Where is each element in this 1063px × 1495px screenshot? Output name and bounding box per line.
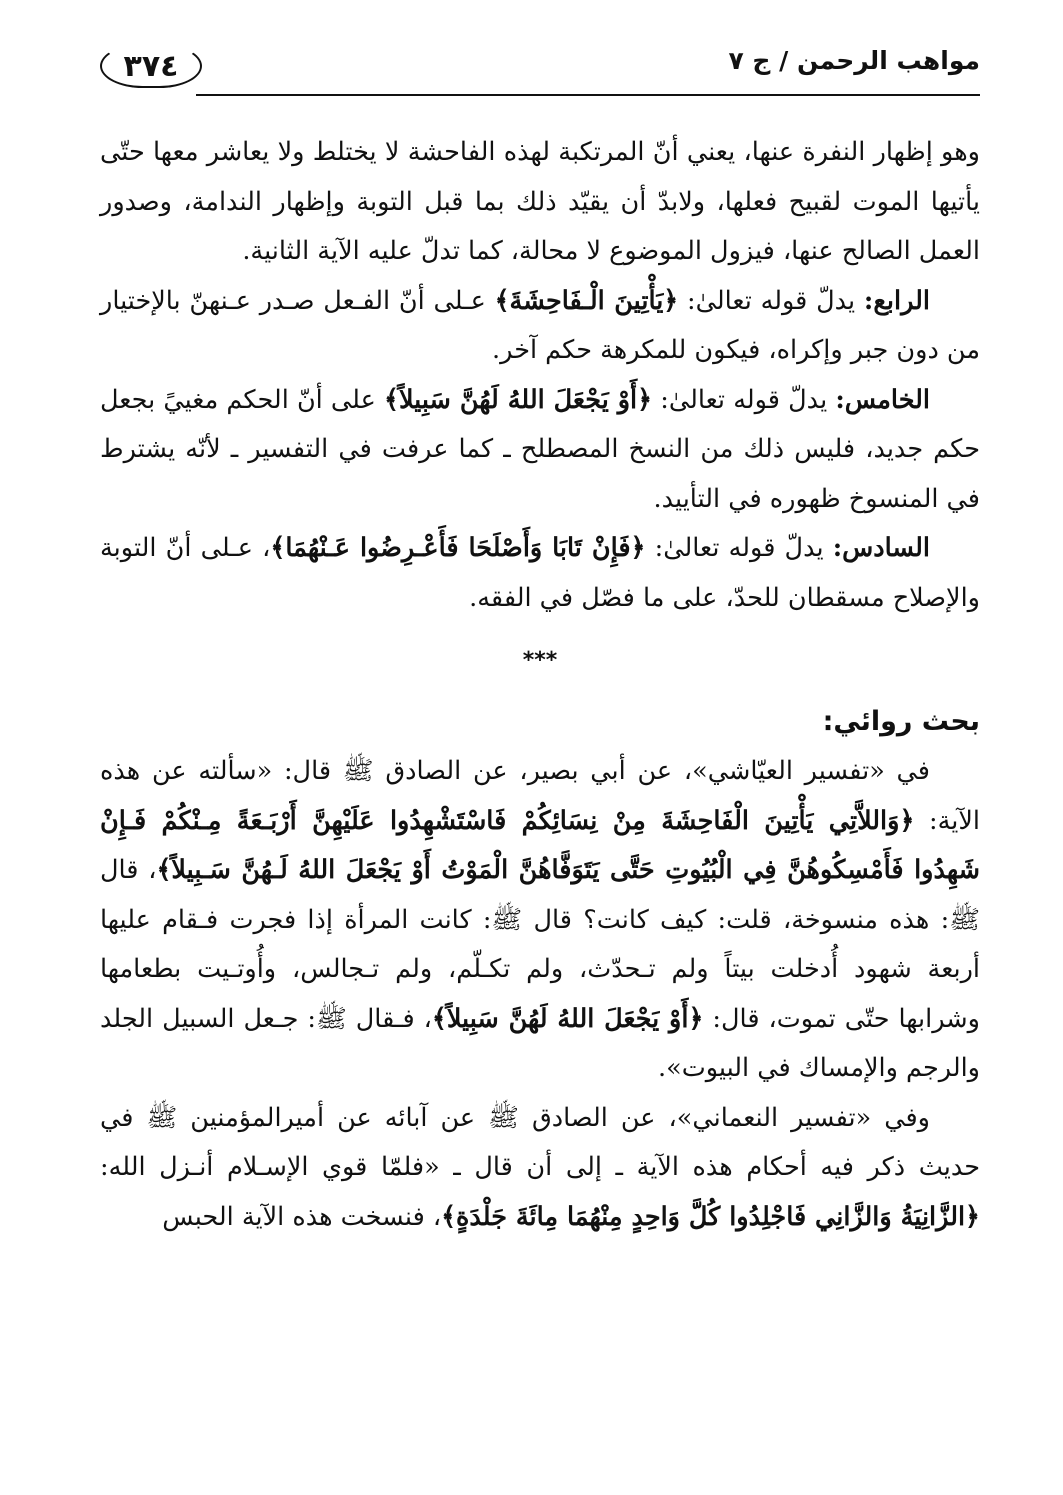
- paragraph-fifth-text-a: يدلّ قوله تعالىٰ:: [652, 384, 836, 415]
- paragraph-fifth-text-b: على أنّ الحكم مغييً بجعل حكم جديد، فليس ذلك من النسخ المصطلح ـ كما عرفت في التفسير ـ لأنّه يشترط في المنسوخ ظهوره في التأييد.: [100, 384, 980, 514]
- paragraph-ayyashi-text-b: ، قال ﷺ: هذه منسوخة، قلت: كيف كانت؟ قال ﷺ: كانت المرأة إذا فجرت فـقام عليها أربعة شهود أُدخلت بيتاً ولم تـحدّث، ولم تكـلّم، ولم تـجالس، وأُوتـيت بطعامها وشرابها حتّى تموت، قال:: [100, 855, 980, 1034]
- paragraph-fourth-lead: الرابع:: [863, 285, 930, 316]
- paragraph-sixth-text-a: يدلّ قوله تعالىٰ:: [645, 533, 833, 563]
- section-separator: ***: [522, 648, 558, 673]
- paragraph-fourth-text-a: يدلّ قوله تعالىٰ:: [678, 285, 864, 316]
- paragraph-fourth: [100, 277, 980, 376]
- paragraph-sixth-text-b: ، عـلى أنّ التوبة والإصلاح مسقطان للحدّ، على ما فصّل في الفقه.: [100, 533, 980, 613]
- paragraph-ayyashi-text-a: في «تفسير العيّاشي»، عن أبي بصير، عن الصادق ﷺ قال: «سألته عن هذه الآية:: [100, 756, 980, 836]
- paragraph-ayyashi-text-c: ، فـقال ﷺ: جـعل السبيل الجلد والرجم والإمساك في البيوت».: [100, 1003, 980, 1083]
- quran-verse: ﴿أَوْ يَجْعَلَ اللهُ لَهُنَّ سَبِيلاً﴾: [384, 384, 653, 415]
- header-rule: [196, 94, 980, 96]
- paragraph-fifth-lead: الخامس:: [835, 384, 931, 415]
- page-header: [100, 44, 980, 96]
- quran-verse: ﴿وَاللاَّتِي يَأْتِينَ الْفَاحِشَةَ مِنْ نِسَائِكُمْ فَاسْتَشْهِدُوا عَلَيْهِنَّ أَرْبَـعَةً مِـنْكُمْ فَـإِنْ شَهِدُوا فَأَمْسِكُوهُنَّ فِي الْبُيُوتِ حَتَّى يَتَوَفَّاهُنَّ الْمَوْتُ أَوْ يَجْعَلَ اللهُ لَـهُنَّ سَـبِيلاً﴾: [100, 805, 980, 885]
- paragraph-nomani-text-a: وفي «تفسير النعماني»، عن الصادق ﷺ عن آبائه عن أميرالمؤمنين ﷺ في حديث ذكر فيه أحكام هذه الآية ـ إلى أن قال ـ «فلمّا قوي الإسـلام أنـزل الله:: [100, 1102, 980, 1182]
- paragraph-fifth: [100, 376, 980, 525]
- paragraph-1: [100, 128, 980, 277]
- paragraph-nomani-text-b: ، فنسخت هذه الآية الحبس: [162, 1201, 442, 1232]
- paragraph-fourth-text-b: عـلى أنّ الفـعل صـدر عـنهنّ بالإختيار من دون جبر وإكراه، فيكون للمكرهة حكم آخر.: [100, 285, 980, 365]
- page-body: [100, 128, 980, 1242]
- paragraph-1-text: وهو إظهار النفرة عنها، يعني أنّ المرتكبة لهذه الفاحشة لا يختلط ولا يعاشر معها حتّى يأتيها الموت لقبيح فعلها، ولابدّ أن يقيّد ذلك بما قبل التوبة وإظهار الندامة، وصدور العمل الصالح عنها، فيزول الموضوع لا محالة، كما تدلّ عليه الآية الثانية.: [100, 137, 980, 266]
- page-number: ٣٧٤: [100, 44, 202, 88]
- quran-verse: ﴿الزَّانِيَةُ وَالزَّانِي فَاجْلِدُوا كُلَّ وَاحِدٍ مِنْهُمَا مِائَةَ جَلْدَةٍ﴾: [441, 1201, 980, 1232]
- running-title: مواهب الرحمن / ج ٧: [728, 46, 980, 75]
- paragraph-nomani: [100, 1094, 980, 1243]
- quran-verse: ﴿أَوْ يَجْعَلَ اللهُ لَهُنَّ سَبِيلاً﴾: [431, 1003, 704, 1034]
- paragraph-sixth: [100, 524, 980, 623]
- paragraph-sixth-lead: السادس:: [832, 533, 931, 563]
- paragraph-ayyashi: [100, 747, 980, 1094]
- quran-verse: ﴿يَأْتِينَ الْـفَاحِشَةَ﴾: [494, 285, 679, 316]
- section-heading: بحث روائي:: [822, 706, 980, 737]
- quran-verse: ﴿فَإِنْ تَابَا وَأَصْلَحَا فَأَعْـرِضُوا عَـنْهُمَا﴾: [270, 533, 646, 563]
